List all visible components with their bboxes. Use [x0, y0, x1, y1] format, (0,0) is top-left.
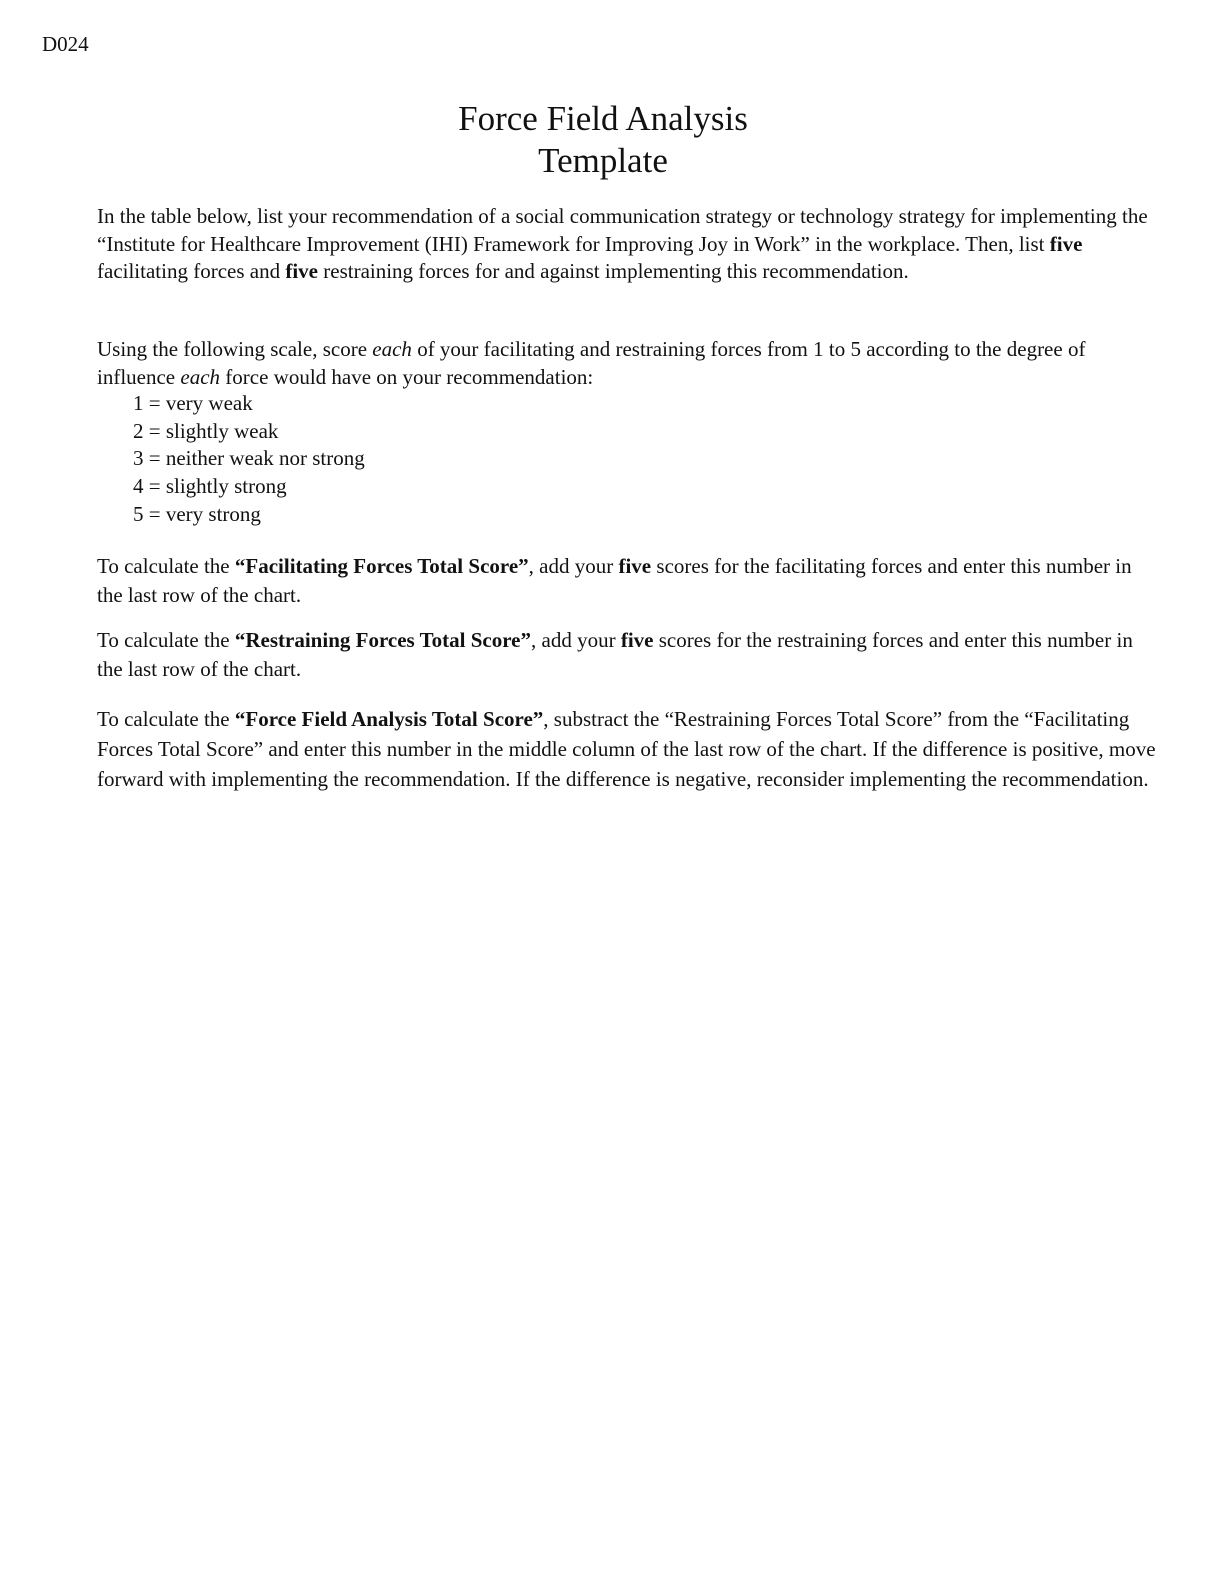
total-bold-label: “Force Field Analysis Total Score” — [234, 707, 544, 731]
rating-scale-list — [133, 390, 365, 529]
intro-text-3: restraining forces for and against implementing this recommendation. — [318, 259, 909, 283]
scale-intro-italic-each-2: each — [180, 364, 221, 389]
total-text-1: To calculate the — [97, 707, 235, 731]
facilitating-text-1: To calculate the — [97, 554, 235, 578]
total-text-2: , substract the “Restraining Forces Total Score” from the “Facilitating Forces Total Score” and enter this number in the middle column of the last row of the chart. If the difference is positive, move forward with implementing the recommendation. If the difference is negative, reconsider implementing the recommendation. — [97, 707, 1156, 791]
restraining-text-3: scores for the restraining forces and enter this number in the last row of the chart. — [97, 628, 1133, 681]
restraining-bold-label: “Restraining Forces Total Score” — [234, 628, 531, 652]
scale-item-1: 1 = very weak — [133, 391, 253, 415]
restraining-text-1: To calculate the — [97, 628, 235, 652]
restraining-score-instruction — [97, 626, 1157, 683]
scale-item-2: 2 = slightly weak — [133, 418, 279, 443]
page-title — [0, 98, 1206, 182]
scale-intro-text-1: Using the following scale, score — [97, 337, 373, 361]
document-code: D024 — [42, 32, 89, 56]
restraining-text-2: , add your — [531, 628, 621, 652]
scale-intro-paragraph — [97, 336, 1157, 391]
facilitating-score-instruction — [97, 552, 1157, 609]
intro-text-2: facilitating forces and — [97, 259, 286, 283]
total-score-instruction — [97, 704, 1157, 794]
restraining-bold-five: five — [620, 628, 654, 652]
scale-intro-text-3: force would have on your recommendation: — [220, 364, 594, 389]
title-line-2: Template — [538, 141, 668, 180]
scale-item-4: 4 = slightly strong — [133, 474, 287, 499]
scale-intro-italic-each-1: each — [372, 337, 412, 361]
intro-paragraph — [97, 203, 1157, 286]
intro-bold-five-2: five — [285, 259, 318, 283]
intro-bold-five-1: five — [1049, 231, 1083, 256]
facilitating-text-3: scores for the facilitating forces and enter this number in the last row of the chart. — [97, 554, 1132, 607]
scale-item-3: 3 = neither weak nor strong — [133, 446, 365, 471]
scale-intro-text-2: of your facilitating and restraining forces from 1 to 5 according to the degree of influence — [97, 337, 1086, 389]
scale-item-5: 5 = very strong — [133, 501, 261, 526]
facilitating-bold-five: five — [618, 554, 652, 578]
facilitating-text-2: , add your — [528, 554, 619, 578]
title-line-1: Force Field Analysis — [458, 99, 748, 138]
facilitating-bold-label: “Facilitating Forces Total Score” — [234, 554, 529, 578]
intro-text-1: In the table below, list your recommendation of a social communication strategy or technology strategy for implementing the “Institute for Healthcare Improvement (IHI) Framework for Improving Joy in Work” in the workplace. Then, list — [97, 204, 1148, 256]
